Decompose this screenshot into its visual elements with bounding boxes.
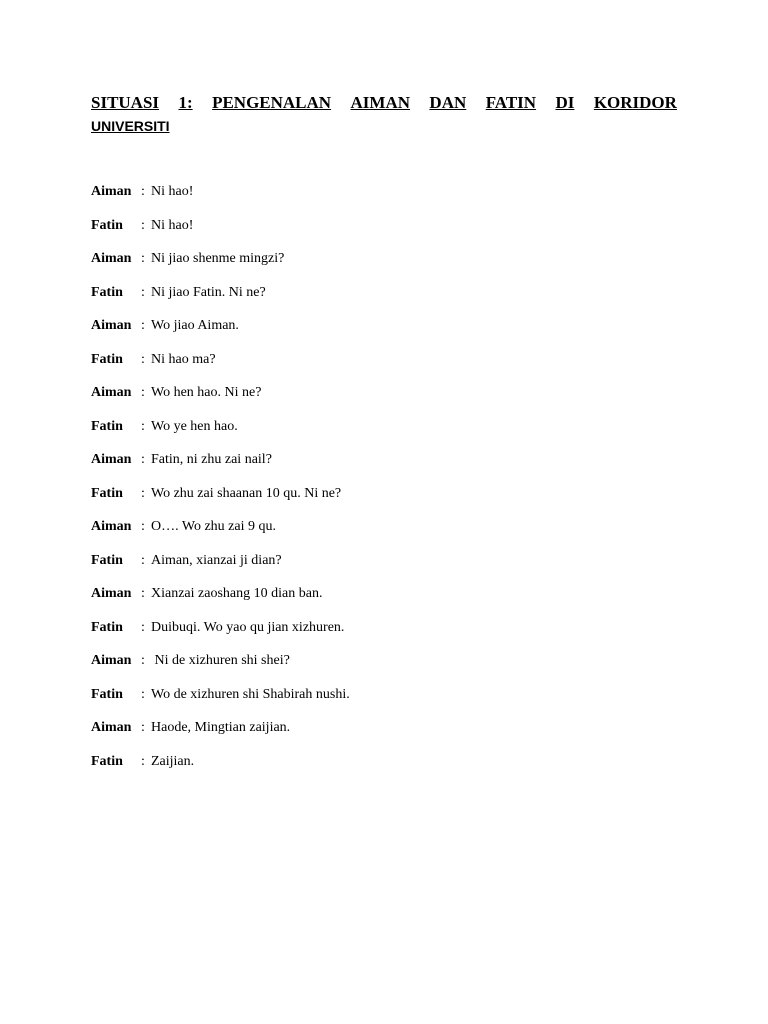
dialogue-list [91, 183, 691, 786]
speaker-name: Fatin [91, 284, 123, 300]
dialogue-line [91, 485, 691, 519]
dialogue-line [91, 518, 691, 552]
dialogue-line [91, 284, 691, 318]
dialogue-line [91, 585, 691, 619]
speaker-name: Aiman [91, 452, 132, 467]
colon: : [141, 318, 145, 333]
speaker-name: Aiman [91, 519, 132, 534]
colon: : [141, 452, 145, 467]
utterance: Duibuqi. Wo yao qu jian xizhuren. [151, 619, 345, 635]
dialogue-line [91, 418, 691, 452]
dialogue-line [91, 652, 691, 686]
utterance: Wo de xizhuren shi Shabirah nushi. [151, 686, 350, 702]
title-word: AIMAN [350, 93, 410, 112]
speaker-name: Aiman [91, 251, 132, 266]
utterance: Wo hen hao. Ni ne? [151, 385, 262, 400]
dialogue-line [91, 552, 691, 586]
speaker-name: Aiman [91, 385, 132, 400]
utterance: Xianzai zaoshang 10 dian ban. [151, 586, 323, 601]
utterance: Haode, Mingtian zaijian. [151, 720, 291, 735]
colon: : [141, 418, 145, 434]
colon: : [141, 284, 145, 300]
dialogue-line [91, 686, 691, 720]
utterance: Ni hao ma? [151, 351, 216, 367]
colon: : [141, 753, 145, 769]
dialogue-line [91, 317, 691, 351]
dialogue-line [91, 250, 691, 284]
title-word: KORIDOR [593, 93, 677, 112]
speaker-name: Fatin [91, 485, 123, 501]
colon: : [141, 552, 145, 568]
title-word: PENGENALAN [212, 93, 332, 112]
utterance: Wo zhu zai shaanan 10 qu. Ni ne? [151, 485, 342, 501]
utterance: Aiman, xianzai ji dian? [151, 552, 282, 568]
speaker-name: Fatin [91, 418, 123, 434]
dialogue-line [91, 384, 691, 418]
utterance: Wo ye hen hao. [151, 418, 238, 434]
colon: : [141, 184, 145, 199]
speaker-name: Fatin [91, 351, 123, 367]
utterance: Ni de xizhuren shi shei? [151, 653, 290, 668]
utterance: Fatin, ni zhu zai nail? [151, 452, 272, 467]
utterance: Wo jiao Aiman. [151, 318, 239, 333]
title-line-2: UNIVERSITI [91, 118, 170, 134]
utterance: Ni jiao Fatin. Ni ne? [151, 284, 266, 300]
title-word: 1: [178, 93, 193, 112]
dialogue-line [91, 183, 691, 217]
dialogue-line [91, 719, 691, 753]
colon: : [141, 485, 145, 501]
dialogue-line [91, 619, 691, 653]
colon: : [141, 351, 145, 367]
speaker-name: Fatin [91, 552, 123, 568]
colon: : [141, 519, 145, 534]
speaker-name: Aiman [91, 720, 132, 735]
utterance: O…. Wo zhu zai 9 qu. [151, 519, 276, 534]
colon: : [141, 619, 145, 635]
speaker-name: Aiman [91, 184, 132, 199]
speaker-name: Aiman [91, 586, 132, 601]
colon: : [141, 385, 145, 400]
utterance: Ni hao! [151, 184, 194, 199]
title-word: FATIN [485, 93, 537, 112]
colon: : [141, 586, 145, 601]
dialogue-line [91, 451, 691, 485]
speaker-name: Fatin [91, 686, 123, 702]
colon: : [141, 251, 145, 266]
utterance: Ni hao! [151, 217, 194, 233]
title-word: DAN [429, 93, 467, 112]
colon: : [141, 653, 145, 668]
title-word: DI [555, 93, 575, 112]
dialogue-line [91, 217, 691, 251]
utterance: Ni jiao shenme mingzi? [151, 251, 285, 266]
colon: : [141, 686, 145, 702]
speaker-name: Fatin [91, 753, 123, 769]
dialogue-line [91, 753, 691, 787]
speaker-name: Fatin [91, 217, 123, 233]
utterance: Zaijian. [151, 753, 195, 769]
title-line-1 [91, 93, 677, 113]
speaker-name: Aiman [91, 653, 132, 668]
dialogue-line [91, 351, 691, 385]
speaker-name: Fatin [91, 619, 123, 635]
colon: : [141, 720, 145, 735]
title-word: SITUASI [91, 93, 160, 112]
speaker-name: Aiman [91, 318, 132, 333]
colon: : [141, 217, 145, 233]
